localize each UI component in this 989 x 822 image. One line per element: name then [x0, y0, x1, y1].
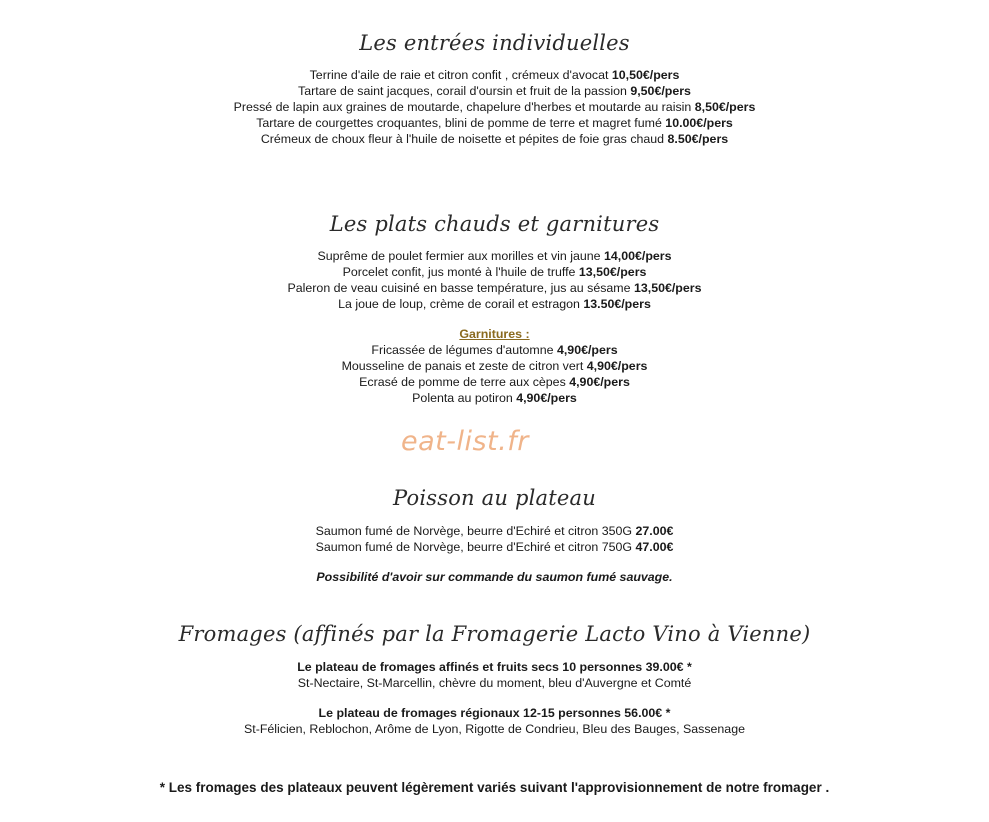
plats-list: [0, 248, 989, 312]
list-item: Pressé de lapin aux graines de moutarde, chapelure d'herbes et moutarde au raisin 8,50€/pers: [233, 100, 756, 114]
entrees-title: Les entrées individuelles: [359, 31, 630, 55]
list-item: Tartare de courgettes croquantes, blini de pomme de terre et magret fumé 10.00€/pers: [256, 116, 733, 130]
garnitures-section: [0, 326, 989, 406]
plateau-detail: St-Nectaire, St-Marcellin, chèvre du moment, bleu d'Auvergne et Comté: [297, 676, 692, 690]
list-item: Ecrasé de pomme de terre aux cèpes 4,90€/pers: [359, 375, 630, 389]
watermark: eat-list.fr: [401, 426, 529, 457]
list-item: Fricassée de légumes d'automne 4,90€/pers: [371, 343, 618, 357]
footnote: * Les fromages des plateaux peuvent légèrement variés suivant l'approvisionnement de notre fromager .: [159, 780, 830, 795]
list-item: Saumon fumé de Norvège, beurre d'Echiré et citron 350G 27.00€: [315, 524, 674, 538]
list-item: Terrine d'aile de raie et citron confit , crémeux d'avocat 10,50€/pers: [309, 68, 680, 82]
list-item: Suprême de poulet fermier aux morilles et vin jaune 14,00€/pers: [317, 249, 672, 263]
poisson-title: Poisson au plateau: [393, 486, 596, 510]
plats-title: Les plats chauds et garnitures: [329, 212, 660, 236]
plateau-title: Le plateau de fromages régionaux 12-15 personnes 56.00€ *: [318, 706, 671, 720]
list-item: Polenta au potiron 4,90€/pers: [412, 391, 577, 405]
poisson-note: Possibilité d'avoir sur commande du saumon fumé sauvage.: [316, 570, 673, 584]
fromages-plateau-1: [0, 659, 989, 691]
list-item: Porcelet confit, jus monté à l'huile de truffe 13,50€/pers: [342, 265, 647, 279]
list-item: La joue de loup, crème de corail et estragon 13.50€/pers: [338, 297, 651, 311]
list-item: Saumon fumé de Norvège, beurre d'Echiré et citron 750G 47.00€: [315, 540, 674, 554]
plateau-detail: St-Félicien, Reblochon, Arôme de Lyon, Rigotte de Condrieu, Bleu des Bauges, Sassenage: [244, 722, 745, 736]
poisson-list: [0, 523, 989, 555]
fromages-plateau-2: [0, 705, 989, 737]
list-item: Crémeux de choux fleur à l'huile de noisette et pépites de foie gras chaud 8.50€/pers: [260, 132, 729, 146]
plateau-title: Le plateau de fromages affinés et fruits secs 10 personnes 39.00€ *: [297, 660, 692, 674]
entrees-list: [0, 67, 989, 147]
list-item: Paleron de veau cuisiné en basse température, jus au sésame 13,50€/pers: [287, 281, 702, 295]
garnitures-label: Garnitures :: [459, 327, 530, 341]
list-item: Mousseline de panais et zeste de citron vert 4,90€/pers: [341, 359, 648, 373]
fromages-title: Fromages (affinés par la Fromagerie Lacto Vino à Vienne): [178, 622, 811, 646]
list-item: Tartare de saint jacques, corail d'oursin et fruit de la passion 9,50€/pers: [298, 84, 691, 98]
